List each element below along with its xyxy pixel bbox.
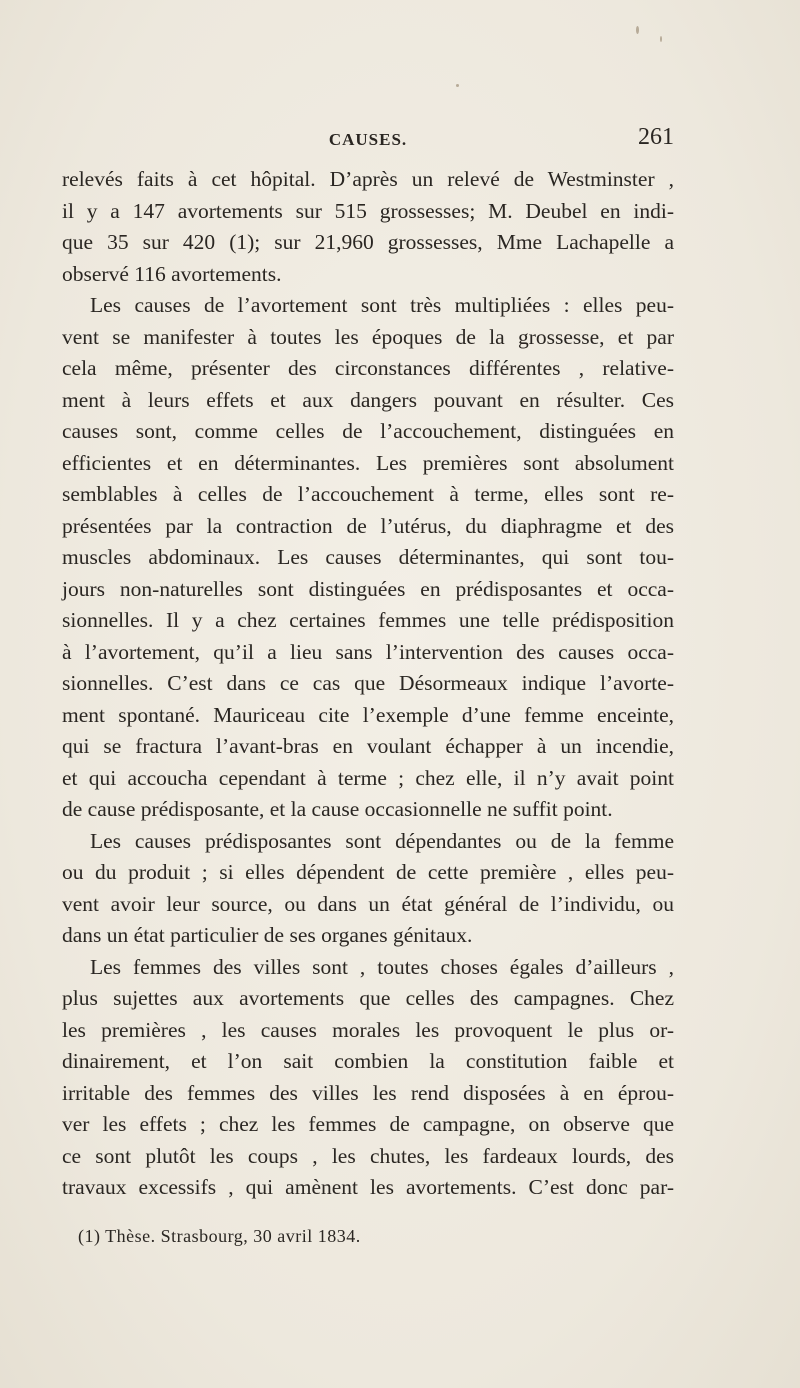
text-line: travaux excessifs , qui amènent les avortements. C’est donc par-: [62, 1175, 674, 1199]
text-line: Les causes de l’avortement sont très multipliées : elles peu-: [90, 293, 674, 317]
text-line: les premières , les causes morales les provoquent le plus or-: [62, 1017, 674, 1042]
text-line: ce sont plutôt les coups , les chutes, les fardeaux lourds, des: [62, 1143, 674, 1168]
text-line: ment spontané. Mauriceau cite l’exemple d’une femme enceinte,: [62, 702, 674, 727]
text-line: Les femmes des villes sont , toutes choses égales d’ailleurs ,: [90, 954, 674, 979]
text-line: vent avoir leur source, ou dans un état général de l’individu, ou: [62, 891, 674, 916]
text-line: plus sujettes aux avortements que celles des campagnes. Chez: [62, 986, 674, 1010]
text-line: muscles abdominaux. Les causes déterminantes, qui sont tou-: [62, 545, 674, 569]
text-line: de cause prédisposante, et la cause occasionnelle ne suffit point.: [62, 797, 613, 821]
text-line: vent se manifester à toutes les époques de la grossesse, et par: [62, 324, 674, 349]
paper-speck: [636, 26, 639, 34]
text-line: causes sont, comme celles de l’accouchement, distinguées en: [62, 419, 674, 443]
text-line: ment à leurs effets et aux dangers pouvant en résulter. Ces: [62, 387, 674, 412]
text-line: sionnelles. C’est dans ce cas que Désormeaux indique l’avorte-: [62, 671, 674, 695]
text-line: Les causes prédisposantes sont dépendantes ou de la femme: [90, 828, 674, 853]
text-line: semblables à celles de l’accouchement à terme, elles sont re-: [62, 482, 674, 506]
footnote: (1) Thèse. Strasbourg, 30 avril 1834.: [78, 1226, 361, 1246]
paper-speck: [660, 36, 662, 42]
text-line: dinairement, et l’on sait combien la constitution faible et: [62, 1049, 674, 1073]
page-header: [62, 124, 674, 164]
running-head: CAUSES.: [328, 130, 408, 149]
text-line: qui se fractura l’avant-bras en voulant échapper à un incendie,: [62, 734, 674, 758]
text-line: il y a 147 avortements sur 515 grossesses; M. Deubel en indi-: [62, 198, 674, 223]
text-line: cela même, présenter des circonstances différentes , relative-: [62, 356, 674, 380]
text-line: efficientes et en déterminantes. Les premières sont absolument: [62, 450, 674, 475]
text-line: observé 116 avortements.: [62, 261, 282, 286]
text-line: présentées par la contraction de l’utérus, du diaphragme et des: [62, 513, 674, 538]
text-line: ou du produit ; si elles dépendent de cette première , elles peu-: [62, 860, 674, 884]
text-line: et qui accoucha cependant à terme ; chez elle, il n’y avait point: [62, 765, 674, 790]
paper-speck: [456, 84, 459, 87]
text-line: sionnelles. Il y a chez certaines femmes une telle prédisposition: [62, 608, 674, 632]
body-text: [62, 164, 674, 1204]
text-line: relevés faits à cet hôpital. D’après un relevé de Westminster ,: [62, 167, 674, 191]
text-line: jours non-naturelles sont distinguées en prédisposantes et occa-: [62, 576, 674, 601]
text-line: que 35 sur 420 (1); sur 21,960 grossesses, Mme Lachapelle a: [62, 230, 674, 254]
page-number: 261: [638, 124, 674, 150]
text-line: irritable des femmes des villes les rend disposées à en éprou-: [62, 1080, 674, 1105]
text-line: à l’avortement, qu’il a lieu sans l’intervention des causes occa-: [62, 639, 674, 664]
text-line: ver les effets ; chez les femmes de campagne, on observe que: [62, 1112, 674, 1136]
text-line: dans un état particulier de ses organes génitaux.: [62, 923, 473, 947]
